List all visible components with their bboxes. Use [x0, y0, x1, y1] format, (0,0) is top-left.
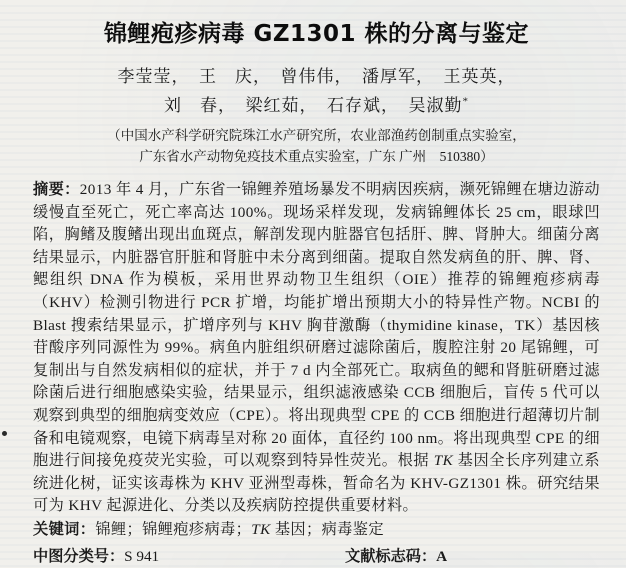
authors-line-2-names: 刘 春， 梁红茹， 石存斌， 吴淑勤 [164, 96, 463, 115]
paper-title: 锦鲤疱疹病毒 GZ1301 株的分离与鉴定 [103, 21, 530, 47]
classification-row [33, 545, 600, 568]
authors-line-1: 李莹莹， 王 庆， 曾伟伟， 潘厚军， 王英英， [117, 67, 516, 86]
corresponding-author-mark: * [462, 95, 469, 108]
keywords-label: 关键词： [33, 519, 96, 538]
document-code-value: A [436, 547, 448, 565]
abstract-paragraph [33, 178, 600, 518]
clc-value: S 941 [124, 547, 160, 565]
affiliation-line-2: 广东省水产动物免疫技术重点实验室，广东 广州 510380） [139, 149, 494, 164]
affiliation-line-1: （中国水产科学研究院珠江水产研究所，农业部渔药创制重点实验室， [107, 128, 526, 143]
clc-label: 中图分类号： [33, 546, 125, 565]
abstract-label: 摘要： [33, 180, 80, 198]
document-code [345, 545, 447, 568]
clc-number [33, 545, 345, 568]
margin-dot-artifact [2, 431, 7, 436]
authors-line-2 [33, 94, 600, 118]
abstract-text: 2013 年 4 月，广东省一锦鲤养殖场暴发不明病因疾病，濒死锦鲤在塘边游动缓慢直至死亡，死亡率高达 100%。现场采样发现，发病锦鲤体长 25 cm，眼球凹陷，胸鳍及腹鳍出现出血斑点，解剖发现内脏器官包括肝、脾、肾肿大。细菌分离结果显示，内脏器官肝脏和肾脏中未分离到细菌。提取自然发病鱼的肝、脾、肾、鳃组织 DNA 作为模板，采用世界动物卫生组织（OIE）推荐的锦鲤疱疹病毒（KHV）检测引物进行 PCR 扩增，均能扩增出预期大小的特异性产物。NCBI 的 Blast 搜索结果显示，扩增序列与 KHV 胸苷激酶（thymidine kinase，TK）基因核苷酸序列同源性为 99%。病鱼内脏组织研磨过滤除菌后，腹腔注射 20 尾锦鲤，可复制出与自然发病相似的症状，并于 7 d 内全部死亡。取病鱼的鳃和肾脏研磨过滤除菌后进行细胞感染实验，结果显示，组织滤液感染 CCB 细胞后，盲传 5 代可以观察到典型的细胞病变效应（CPE）。将出现典型 CPE 的 CCB 细胞进行超薄切片制备和电镜观察，电镜下病毒呈对称 20 面体，直径约 100 nm。将出现典型 CPE 的细胞进行间接免疫荧光实验，可以观察到特异性荧光。根据 TK 基因全长序列建立系统进化树，证实该毒株为 KHV 亚洲型毒株，暂命名为 KHV-GZ1301 株。研究结果可为 KHV 起源进化、分类以及疾病防控提供重要材料。 [33, 181, 601, 515]
keywords-text: 锦鲤；锦鲤疱疹病毒；TK 基因；病毒鉴定 [95, 520, 384, 538]
keywords-line [33, 518, 600, 542]
document-code-label: 文献标志码： [345, 546, 437, 565]
